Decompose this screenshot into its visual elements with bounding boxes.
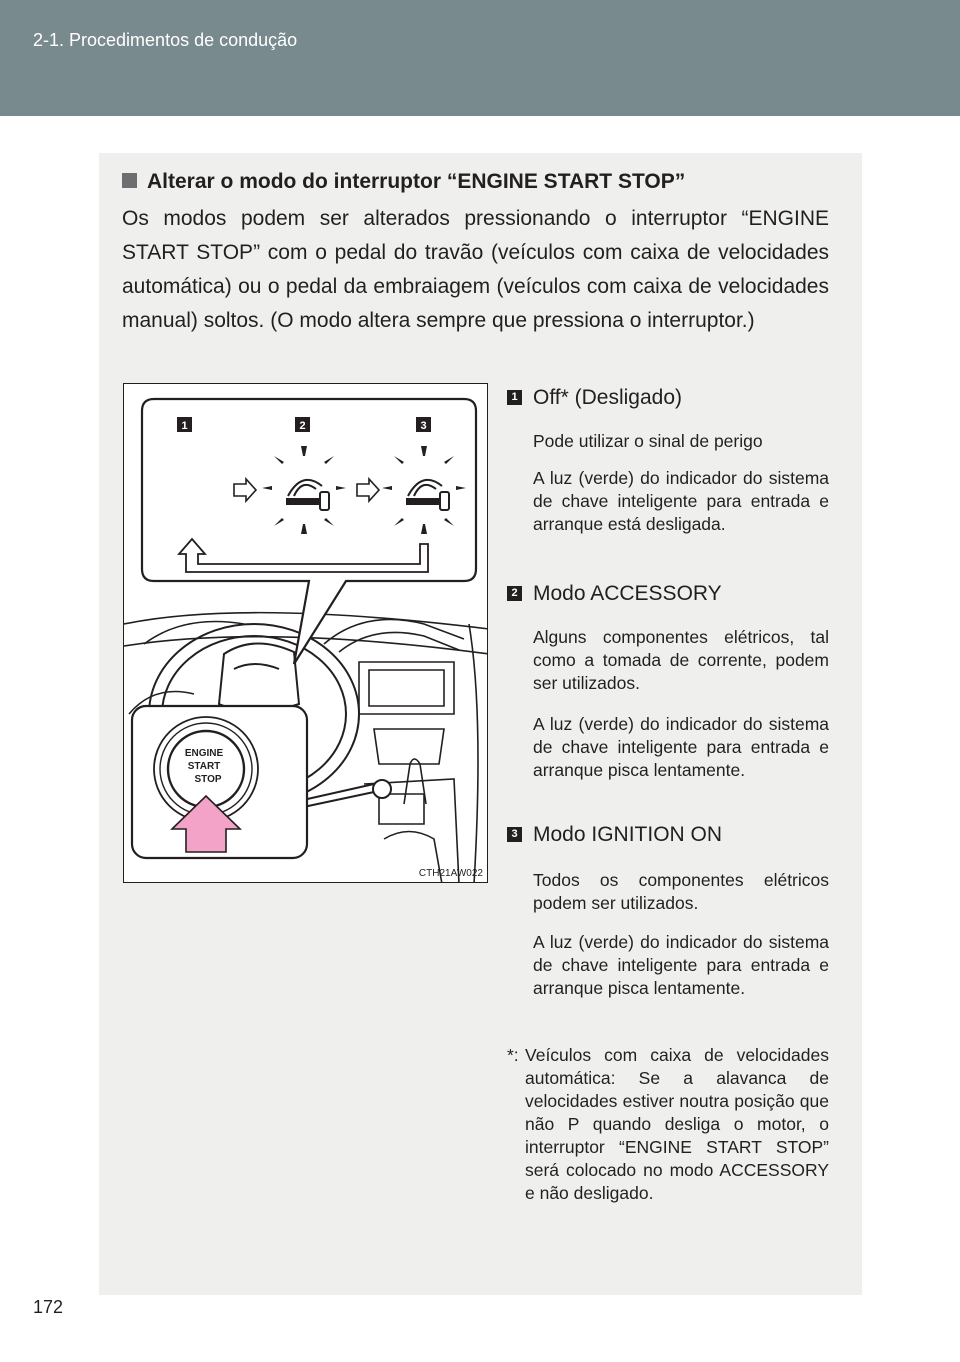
illustration-svg [124, 384, 488, 883]
button-label-start: START [187, 761, 221, 772]
section-header: 2-1. Procedimentos de condução [33, 30, 298, 50]
item-2-title [507, 582, 722, 606]
item-1-para-2: A luz (verde) do indicador do sistema de chave inteligente para entrada e arranque está desligada. [533, 468, 829, 534]
header-band [0, 0, 960, 116]
item-1-para-1: Pode utilizar o sinal de perigo [533, 431, 763, 451]
callout-3: 3 [420, 420, 427, 432]
number-3-icon [507, 827, 522, 842]
number-1-icon [507, 390, 522, 405]
item-2-para-2: A luz (verde) do indicador do sistema de chave inteligente para entrada e arranque pisca lentamente. [533, 714, 829, 780]
section-title-text: Alterar o modo do interruptor “ENGINE START STOP” [147, 170, 686, 193]
item-1-title-text: Off* (Desligado) [533, 386, 683, 409]
figure-code: CTH21AW022 [418, 868, 483, 879]
item-2-para-1: Alguns componentes elétricos, tal como a tomada de corrente, podem ser utilizados. [533, 627, 829, 693]
button-callout [132, 706, 391, 858]
button-label-engine: ENGINE [184, 748, 224, 759]
number-2-icon [507, 586, 522, 601]
button-label-stop: STOP [194, 774, 222, 785]
square-bullet-icon [122, 173, 137, 188]
item-2-title-text: Modo ACCESSORY [533, 582, 722, 605]
section-title [122, 170, 685, 194]
item-3-para-2: A luz (verde) do indicador do sistema de chave inteligente para entrada e arranque pisca lentamente. [533, 932, 829, 998]
item-1-title [507, 386, 682, 410]
engine-start-stop-illustration [123, 383, 488, 883]
callout-1: 1 [181, 420, 188, 432]
item-3-title-text: Modo IGNITION ON [533, 823, 723, 846]
item-3-para-1: Todos os componentes elétricos podem ser utilizados. [533, 870, 829, 913]
footnote-text: Veículos com caixa de velocidades automática: Se a alavanca de velocidades estiver noutra posição que não P quando desliga o motor, o interruptor “ENGINE START STOP” será colocado no modo ACCESSORY e não desligado. [525, 1045, 829, 1203]
item-3-title [507, 823, 722, 847]
page-number: 172 [33, 1297, 64, 1317]
intro-paragraph: Os modos podem ser alterados pressionando o interruptor “ENGINE START STOP” com o pedal do travão (veículos com caixa de velocidades automática) ou o pedal da embraiagem (veículos com caixa de velocidades manual) soltos. (O modo altera sempre que pressiona o interruptor.) [122, 207, 829, 332]
footnote [507, 1044, 829, 1205]
footnote-mark: *: [507, 1045, 519, 1065]
callout-2: 2 [299, 420, 306, 432]
